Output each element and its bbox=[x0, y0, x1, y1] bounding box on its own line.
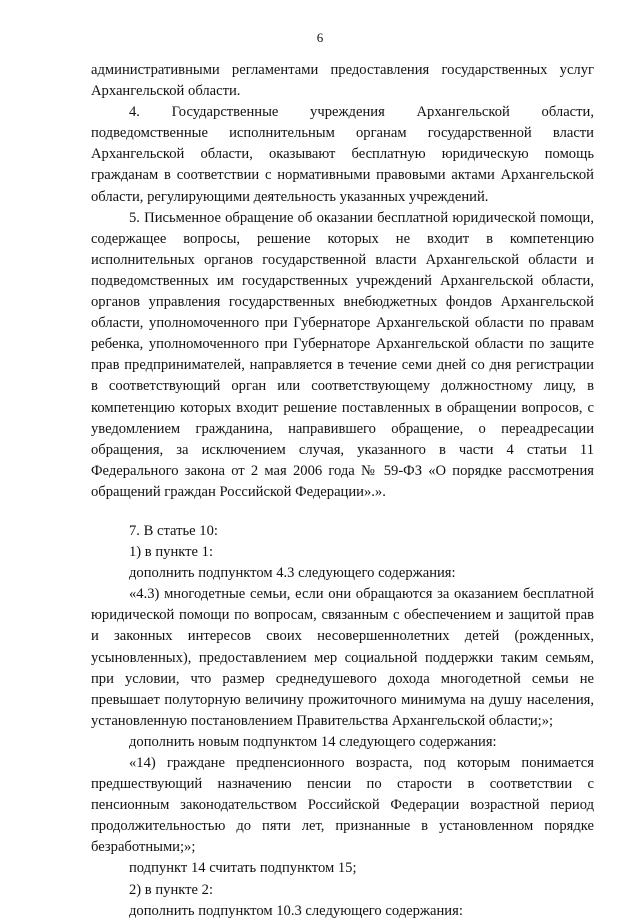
paragraph: 1) в пункте 1: bbox=[129, 544, 214, 561]
paragraph: «14) граждане предпенсионного возраста, под которым понимается предшествующий назначению пенсии по старости в соответствии с пенсионным законодательством Российской Федерации возрастной период продолжительностью до пяти лет, признанные в установленном порядке безработными;»; bbox=[91, 755, 594, 856]
paragraph: дополнить подпунктом 4.3 следующего содержания: bbox=[129, 565, 456, 582]
document-body bbox=[91, 60, 594, 922]
paragraph: административными регламентами предоставления государственных услуг Архангельской области. bbox=[91, 62, 594, 100]
paragraph: 7. В статье 10: bbox=[129, 522, 218, 539]
paragraph: 4. Государственные учреждения Архангельской области, подведомственные исполнительным органам государственной власти Архангельской области, оказывают бесплатную юридическую помощь гражданам в соответствии с нормативными правовыми актами Архангельской области, регулирующими деятельность указанных учреждений. bbox=[91, 104, 594, 205]
paragraph: подпункт 14 считать подпунктом 15; bbox=[129, 860, 357, 877]
paragraph: 5. Письменное обращение об оказании бесплатной юридической помощи, содержащее вопросы, решение которых не входит в компетенцию исполнительных органов государственной власти Архангельской области и подведомственных им государственных учреждений Архангельской области, органов управления государственных внебюджетных фондов Архангельской области, уполномоченного при Губернаторе Архангельской области по правам ребенка, уполномоченного при Губернаторе Архангельской области по защите прав предпринимателей, направляется в течение семи дней со дня регистрации в соответствующий орган или соответствующему должностному лицу, в компетенцию которых входит решение поставленных в обращении вопросов, с уведомлением гражданина, направившего обращение, о переадресации обращения, за исключением случая, указанного в части 4 статьи 11 Федерального закона от 2 мая 2006 года № 59-ФЗ «О порядке рассмотрения обращений граждан Российской Федерации».». bbox=[91, 209, 594, 500]
paragraph: «4.3) многодетные семьи, если они обращаются за оказанием бесплатной юридической помощи по вопросам, связанным с обеспечением и защитой прав и законных интересов своих несовершеннолетних детей (рожденных, усыновленных), предоставлением мер социальной поддержки таким семьям, при условии, что размер среднедушевого дохода многодетной семьи не превышает полуторную величину прожиточного минимума на душу населения, установленную постановлением Правительства Архангельской области;»; bbox=[91, 586, 594, 729]
paragraph: дополнить подпунктом 10.3 следующего содержания: bbox=[129, 902, 463, 919]
paragraph: дополнить новым подпунктом 14 следующего содержания: bbox=[129, 733, 497, 750]
paragraph: 2) в пункте 2: bbox=[129, 881, 214, 898]
page-number: 6 bbox=[316, 30, 324, 45]
paragraph-gap bbox=[91, 503, 594, 521]
